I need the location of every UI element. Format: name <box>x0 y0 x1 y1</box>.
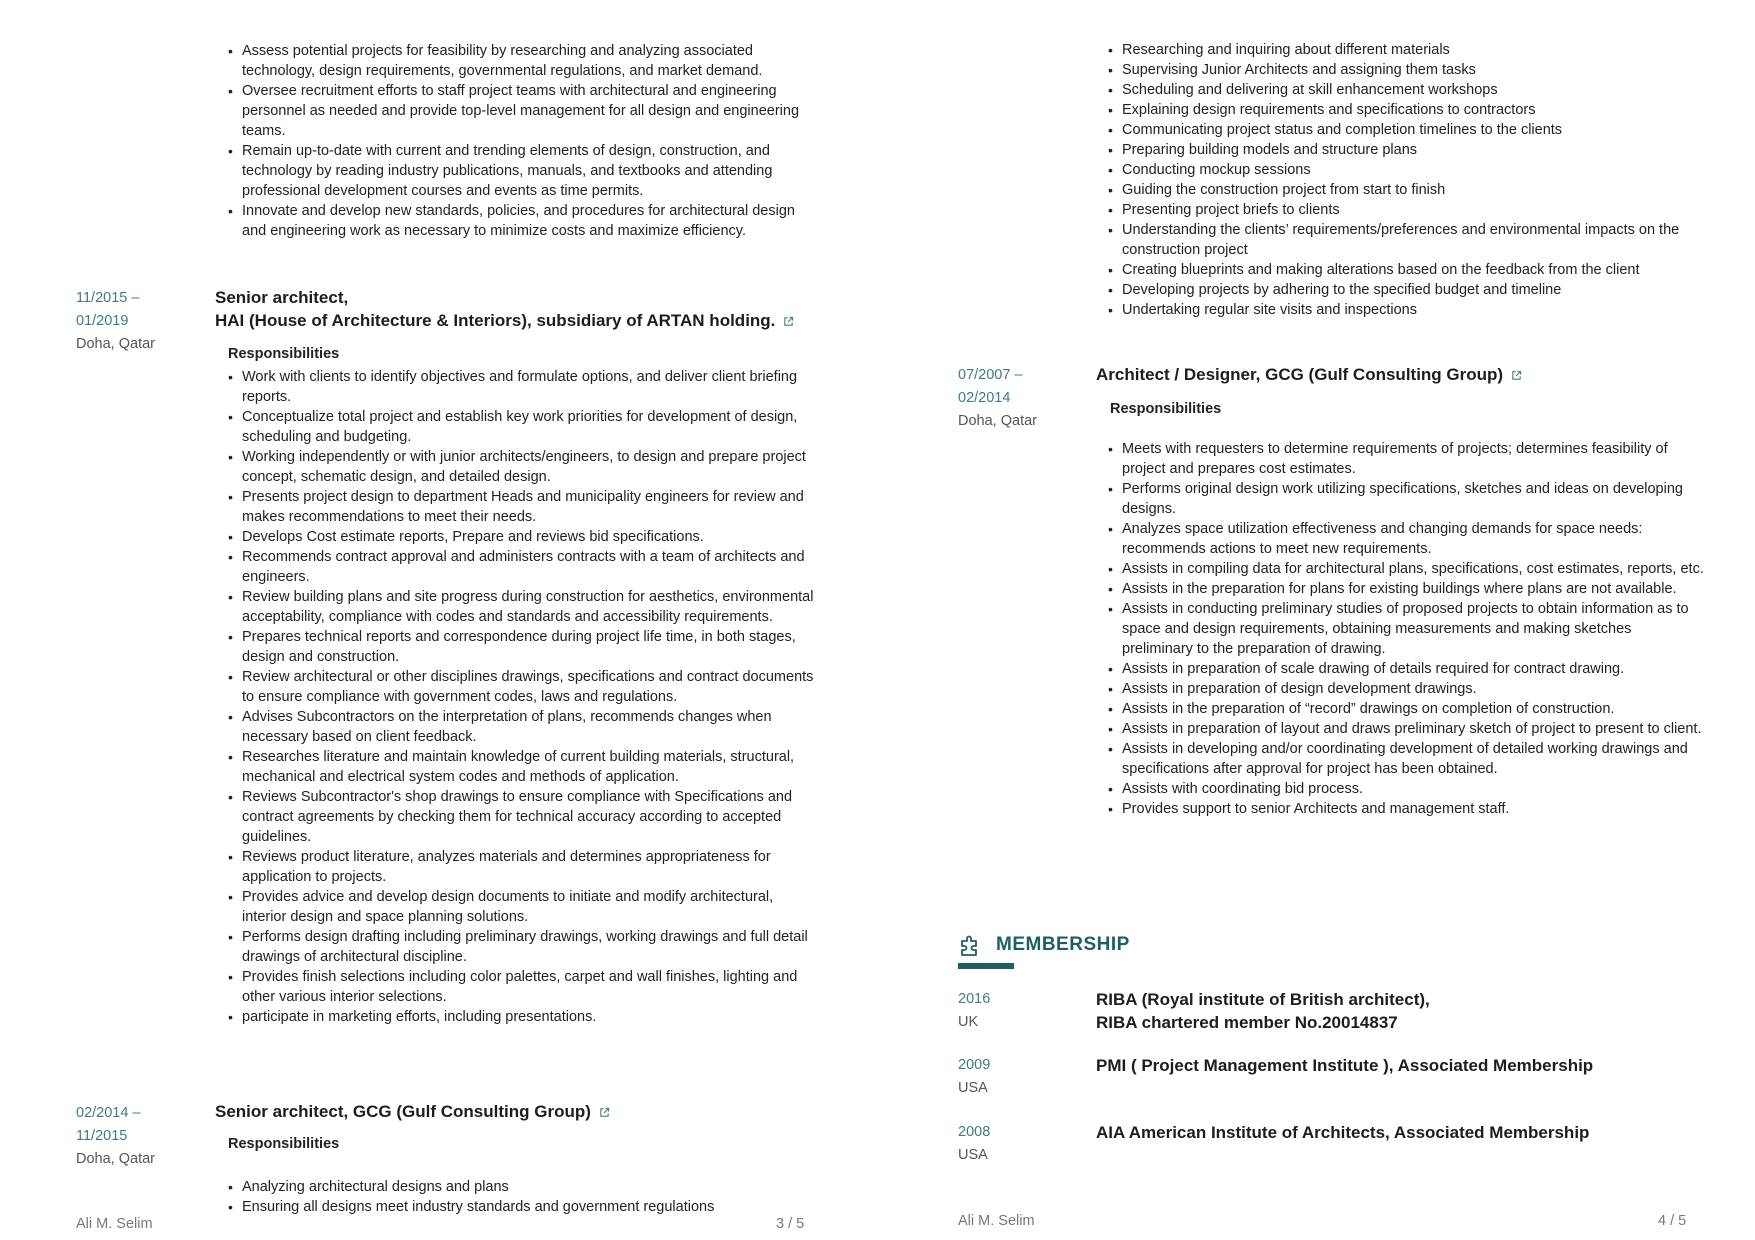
list-item: • Reviews product literature, analyzes materials and determines appropriateness for application to projects. <box>226 847 816 887</box>
list-item: • Assists with coordinating bid process. <box>1106 779 1706 799</box>
job-title-text: Senior architect, GCG (Gulf Consulting Group) <box>215 1102 591 1121</box>
job-date-location <box>76 287 155 356</box>
membership-title <box>1096 1121 1716 1144</box>
job-company-name: HAI (House of Architecture & Interiors), subsidiary of ARTAN holding. <box>215 311 776 330</box>
external-link-icon[interactable] <box>1511 370 1522 381</box>
puzzle-icon <box>958 932 984 958</box>
list-item: • Assists in the preparation for plans for existing buildings where plans are not available. <box>1106 579 1706 599</box>
list-item: • Develops Cost estimate reports, Prepare and reviews bid specifications. <box>226 527 816 547</box>
footer-name: Ali M. Selim <box>76 1216 153 1232</box>
membership-section-header <box>958 932 1130 958</box>
list-item: • Performs design drafting including preliminary drawings, working drawings and full detail drawings of architectural discipline. <box>226 927 816 967</box>
job-date-end: 01/2019 <box>76 313 129 329</box>
list-item: • Assists in compiling data for architectural plans, specifications, cost estimates, reports, etc. <box>1106 559 1706 579</box>
job-title-line: Senior architect, <box>215 288 349 307</box>
membership-year: 2009 <box>958 1057 991 1073</box>
list-item: • Recommends contract approval and administers contracts with a team of architects and engineers. <box>226 547 816 587</box>
list-item: • Oversee recruitment efforts to staff project teams with architectural and engineering personnel as needed and provide top-level management for all design and engineering teams. <box>226 81 816 141</box>
job-responsibility-list <box>1106 439 1706 819</box>
list-item: • Provides support to senior Architects and management staff. <box>1106 799 1706 819</box>
job-title <box>1096 363 1716 386</box>
list-item: • Guiding the construction project from start to finish <box>1106 180 1706 200</box>
job-date-location <box>958 364 1037 433</box>
membership-title-line: AIA American Institute of Architects, Associated Membership <box>1096 1123 1590 1142</box>
membership-year: 2008 <box>958 1124 991 1140</box>
list-item: • Scheduling and delivering at skill enhancement workshops <box>1106 80 1706 100</box>
list-item: • Presenting project briefs to clients <box>1106 200 1706 220</box>
list-item: • Innovate and develop new standards, policies, and procedures for architectural design and engineering work as necessary to minimize costs and maximize efficiency. <box>226 201 816 241</box>
list-item: • Review building plans and site progress during construction for aesthetics, environmental acceptability, compliance with codes and standards and accessibility requirements. <box>226 587 816 627</box>
list-item: • Work with clients to identify objectives and formulate options, and deliver client briefing reports. <box>226 367 816 407</box>
job-date-location <box>76 1102 155 1171</box>
list-item: • Presents project design to department Heads and municipality engineers for review and makes recommendations to meet their needs. <box>226 487 816 527</box>
list-item: • Assists in preparation of layout and draws preliminary sketch of project to present to client. <box>1106 719 1706 739</box>
list-item: • Review architectural or other disciplines drawings, specifications and contract documents to ensure compliance with government codes, laws and regulations. <box>226 667 816 707</box>
list-item: • Prepares technical reports and correspondence during project life time, in both stages, design and construction. <box>226 627 816 667</box>
list-item: • Reviews Subcontractor's shop drawings to ensure compliance with Specifications and contract agreements by checking them for technical accuracy according to accepted guidelines. <box>226 787 816 847</box>
membership-location: UK <box>958 1014 979 1030</box>
list-item: • Understanding the clients’ requirements/preferences and environmental impacts on the construction project <box>1106 220 1706 260</box>
list-item: • Communicating project status and completion timelines to the clients <box>1106 120 1706 140</box>
list-item: • Advises Subcontractors on the interpretation of plans, recommends changes when necessary based on client feedback. <box>226 707 816 747</box>
list-item: • Assists in developing and/or coordinating development of detailed working drawings and specifications after approval for project has been obtained. <box>1106 739 1706 779</box>
job-title <box>215 1100 855 1123</box>
job-responsibility-list <box>226 1177 816 1217</box>
membership-title <box>1096 988 1716 1034</box>
list-item: • Provides advice and develop design documents to initiate and modify architectural, interior design and space planning solutions. <box>226 887 816 927</box>
job-title-text: Architect / Designer, GCG (Gulf Consulting Group) <box>1096 365 1504 384</box>
list-item: • Conducting mockup sessions <box>1106 160 1706 180</box>
external-link-icon[interactable] <box>783 316 794 327</box>
responsibilities-label: Responsibilities <box>1110 401 1222 417</box>
list-item: • Assists in the preparation of “record” drawings on completion of construction. <box>1106 699 1706 719</box>
job-location: Doha, Qatar <box>958 413 1037 429</box>
previous-job-bullet-list <box>226 41 816 241</box>
membership-date-location <box>958 1054 990 1100</box>
list-item: • Analyzes space utilization effectiveness and changing demands for space needs: recommends actions to meet new requirements. <box>1106 519 1706 559</box>
list-item: • Performs original design work utilizing specifications, sketches and ideas on developing designs. <box>1106 479 1706 519</box>
list-item: • Remain up-to-date with current and trending elements of design, construction, and technology by reading industry publications, manuals, and textbooks and attending professional development courses and events as time permits. <box>226 141 816 201</box>
list-item: • Assists in conducting preliminary studies of proposed projects to obtain information as to space and design requirements, obtaining measurements and making sketches preliminary to the preparation of drawing. <box>1106 599 1706 659</box>
list-item: • Meets with requesters to determine requirements of projects; determines feasibility of project and prepares cost estimates. <box>1106 439 1706 479</box>
job-date-start: 02/2014 – <box>76 1105 141 1121</box>
footer-name: Ali M. Selim <box>958 1213 1035 1229</box>
resume-page-4 <box>877 0 1755 1240</box>
responsibilities-label: Responsibilities <box>228 1136 340 1152</box>
list-item: • Researches literature and maintain knowledge of current building materials, structural, mechanical and electrical system codes and methods of application. <box>226 747 816 787</box>
list-item: • Developing projects by adhering to the specified budget and timeline <box>1106 280 1706 300</box>
membership-year: 2016 <box>958 991 991 1007</box>
list-item: • Supervising Junior Architects and assigning them tasks <box>1106 60 1706 80</box>
list-item: • Explaining design requirements and specifications to contractors <box>1106 100 1706 120</box>
list-item: • Creating blueprints and making alterations based on the feedback from the client <box>1106 260 1706 280</box>
list-item: • Assists in preparation of design development drawings. <box>1106 679 1706 699</box>
previous-job-bullet-list <box>1106 40 1706 320</box>
job-company-line <box>215 309 855 332</box>
membership-title <box>1096 1054 1716 1077</box>
job-location: Doha, Qatar <box>76 1151 155 1167</box>
membership-date-location <box>958 988 990 1034</box>
job-date-start: 11/2015 – <box>76 290 140 306</box>
job-responsibility-list <box>226 367 816 1027</box>
list-item: • participate in marketing efforts, including presentations. <box>226 1007 816 1027</box>
list-item: • Preparing building models and structure plans <box>1106 140 1706 160</box>
external-link-icon[interactable] <box>599 1107 610 1118</box>
list-item: • Undertaking regular site visits and inspections <box>1106 300 1706 320</box>
membership-date-location <box>958 1121 990 1167</box>
membership-location: USA <box>958 1080 988 1096</box>
membership-title-line: RIBA chartered member No.20014837 <box>1096 1013 1398 1032</box>
responsibilities-label: Responsibilities <box>228 346 340 362</box>
job-date-start: 07/2007 – <box>958 367 1023 383</box>
list-item: • Working independently or with junior architects/engineers, to design and prepare project concept, schematic design, and detailed design. <box>226 447 816 487</box>
job-date-end: 11/2015 <box>76 1128 128 1144</box>
list-item: • Provides finish selections including color palettes, carpet and wall finishes, lighting and other various interior selections. <box>226 967 816 1007</box>
list-item: • Analyzing architectural designs and plans <box>226 1177 816 1197</box>
list-item: • Conceptualize total project and establish key work priorities for development of design, scheduling and budgeting. <box>226 407 816 447</box>
membership-location: USA <box>958 1147 988 1163</box>
job-location: Doha, Qatar <box>76 336 155 352</box>
list-item: • Ensuring all designs meet industry standards and government regulations <box>226 1197 816 1217</box>
membership-title-line: PMI ( Project Management Institute ), Associated Membership <box>1096 1056 1594 1075</box>
list-item: • Researching and inquiring about different materials <box>1106 40 1706 60</box>
resume-page-3 <box>0 0 877 1240</box>
list-item: • Assists in preparation of scale drawing of details required for contract drawing. <box>1106 659 1706 679</box>
membership-title-line: RIBA (Royal institute of British architect), <box>1096 990 1430 1009</box>
page-number: 4 / 5 <box>1658 1213 1687 1229</box>
job-title <box>215 286 855 332</box>
membership-section-title: MEMBERSHIP <box>996 934 1130 955</box>
job-date-end: 02/2014 <box>958 390 1011 406</box>
list-item: • Assess potential projects for feasibility by researching and analyzing associated technology, design requirements, governmental regulations, and market demand. <box>226 41 816 81</box>
page-number: 3 / 5 <box>776 1216 805 1232</box>
section-underline <box>958 963 1014 969</box>
